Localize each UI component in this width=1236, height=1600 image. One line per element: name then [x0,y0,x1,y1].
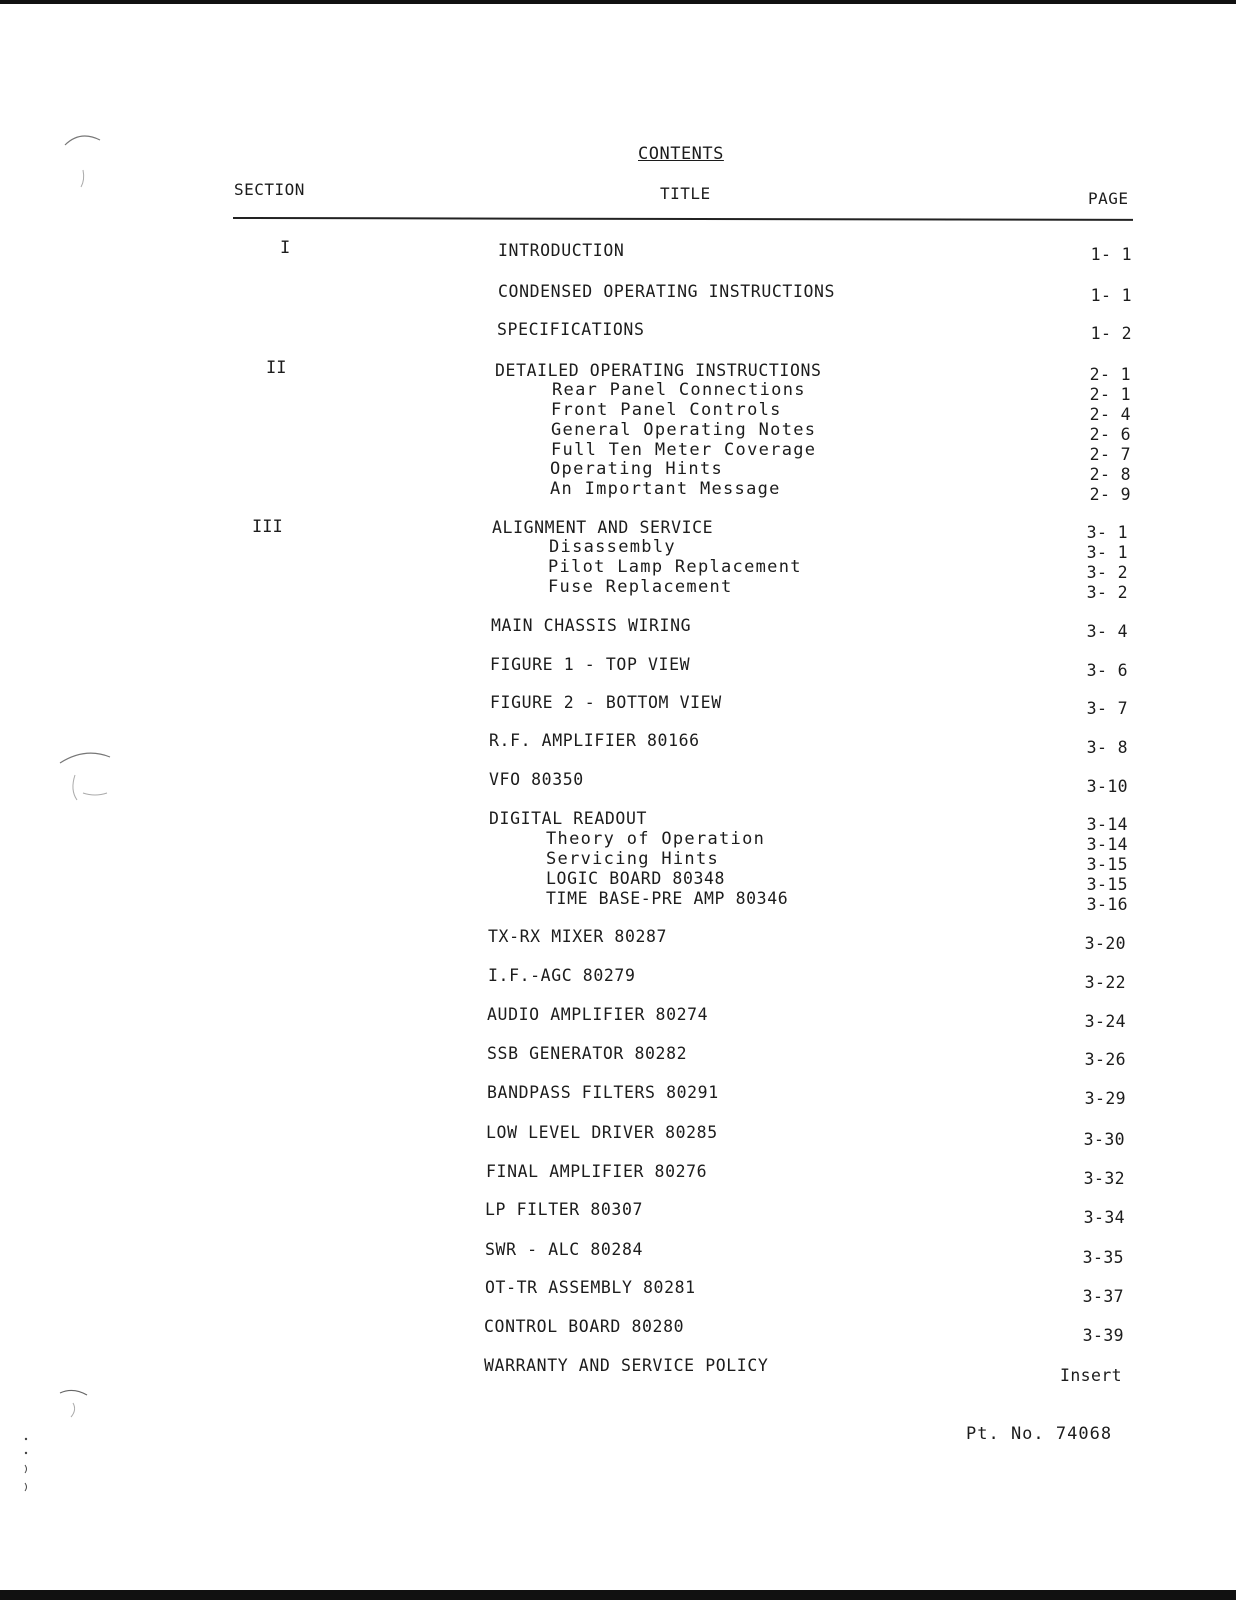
toc-subentry-title: An Important Message [550,479,781,499]
toc-entry-title: SPECIFICATIONS [497,320,645,339]
toc-page-number: 2- 8 [1089,465,1131,484]
binder-hole-mark [55,1385,95,1425]
toc-subentry-title: General Operating Notes [551,420,817,440]
toc-entry-title: VFO 80350 [489,770,584,789]
binder-hole-mark [55,125,115,205]
toc-entry-title: LOW LEVEL DRIVER 80285 [486,1123,718,1142]
toc-subentry-title: Operating Hints [550,459,724,479]
toc-entry-title: DIGITAL READOUT [489,809,648,828]
toc-entry-title: FIGURE 2 - BOTTOM VIEW [490,693,722,712]
toc-page-number: 1- 1 [1090,245,1132,264]
toc-page-number: 3-22 [1084,973,1126,992]
toc-entry-title: DETAILED OPERATING INSTRUCTIONS [495,361,822,380]
toc-page-number: 2- 4 [1089,405,1131,424]
toc-page-number: 3-20 [1084,934,1126,953]
toc-page-number: 3- 4 [1086,622,1128,641]
toc-page-number: 3-15 [1086,855,1128,874]
toc-subentry-title: LOGIC BOARD 80348 [546,869,726,888]
toc-page-number: 3-35 [1082,1248,1124,1267]
section-number: II [266,358,287,378]
toc-entry-title: I.F.-AGC 80279 [488,966,636,985]
toc-subentry-title: Disassembly [549,537,676,557]
toc-page-number: 3-32 [1083,1169,1125,1188]
section-number: III [252,517,283,537]
toc-entry-title: LP FILTER 80307 [485,1200,644,1219]
toc-entry-title: R.F. AMPLIFIER 80166 [489,731,700,750]
section-number: I [280,238,291,258]
toc-entry-title: SSB GENERATOR 80282 [487,1044,688,1063]
toc-page-number: 2- 9 [1089,485,1131,504]
scan-border-top [0,0,1236,4]
toc-subentry-title: Pilot Lamp Replacement [548,557,802,577]
toc-page-number: 3-34 [1083,1208,1125,1227]
scan-speck-marks [18,1435,38,1495]
toc-entry-title: SWR - ALC 80284 [485,1240,644,1259]
toc-page-number: 3-37 [1082,1287,1124,1306]
toc-entry-title: CONDENSED OPERATING INSTRUCTIONS [498,282,836,301]
toc-subentry-title: Fuse Replacement [548,577,733,597]
toc-entry-title: OT-TR ASSEMBLY 80281 [485,1278,696,1297]
toc-subentry-title: Full Ten Meter Coverage [551,440,817,460]
binder-hole-mark [55,745,125,815]
toc-subentry-title: Rear Panel Connections [552,380,806,400]
column-header-title: TITLE [660,184,711,203]
toc-page-number: 3- 2 [1086,583,1128,602]
toc-page-number: 3-15 [1086,875,1128,894]
toc-page-number: 3-39 [1082,1326,1124,1345]
toc-page-number: 3-14 [1086,815,1128,834]
toc-entry-title: ALIGNMENT AND SERVICE [492,518,714,537]
toc-entry-title: BANDPASS FILTERS 80291 [487,1083,719,1102]
toc-entry-title: CONTROL BOARD 80280 [484,1317,685,1336]
toc-page-number: 3- 1 [1086,543,1128,562]
toc-page-number: 3-14 [1086,835,1128,854]
toc-page-number: 3- 1 [1086,523,1128,542]
toc-page-number: 3-10 [1086,777,1128,796]
toc-entry-title: TX-RX MIXER 80287 [488,927,668,946]
toc-subentry-title: Theory of Operation [546,829,766,849]
toc-subentry-title: Servicing Hints [546,849,720,869]
toc-page-number: 3-26 [1084,1050,1126,1069]
toc-entry-title: AUDIO AMPLIFIER 80274 [487,1005,709,1024]
toc-page-number: 2- 1 [1089,365,1131,384]
toc-page-number: 3- 2 [1086,563,1128,582]
toc-page-number: 2- 1 [1089,385,1131,404]
toc-page-number: 3- 6 [1086,661,1128,680]
toc-entry-title: FIGURE 1 - TOP VIEW [490,655,691,674]
scan-border-bottom [0,1590,1236,1600]
toc-subentry-title: Front Panel Controls [551,400,782,420]
toc-page-number: 3- 8 [1086,738,1128,757]
column-header-section: SECTION [234,180,305,199]
toc-page-number: 1- 1 [1090,286,1132,305]
toc-page-number: 3- 7 [1086,699,1128,718]
page-title: CONTENTS [638,144,724,164]
toc-page-number: 3-16 [1086,895,1128,914]
toc-page-number: 1- 2 [1090,324,1132,343]
toc-entry-title: FINAL AMPLIFIER 80276 [486,1162,708,1181]
toc-entry-title: WARRANTY AND SERVICE POLICY [484,1356,769,1375]
toc-page-number: 2- 7 [1089,445,1131,464]
toc-page-number: 3-24 [1084,1012,1126,1031]
toc-page-number: 2- 6 [1089,425,1131,444]
part-number: Pt. No. 74068 [966,1424,1113,1444]
toc-page-number: Insert [1059,1366,1122,1385]
toc-entry-title: INTRODUCTION [498,241,625,260]
header-divider [233,217,1133,221]
toc-subentry-title: TIME BASE-PRE AMP 80346 [546,889,789,908]
toc-page-number: 3-30 [1083,1130,1125,1149]
toc-page-number: 3-29 [1084,1089,1126,1108]
toc-entry-title: MAIN CHASSIS WIRING [491,616,692,635]
column-header-page: PAGE [1088,189,1129,208]
